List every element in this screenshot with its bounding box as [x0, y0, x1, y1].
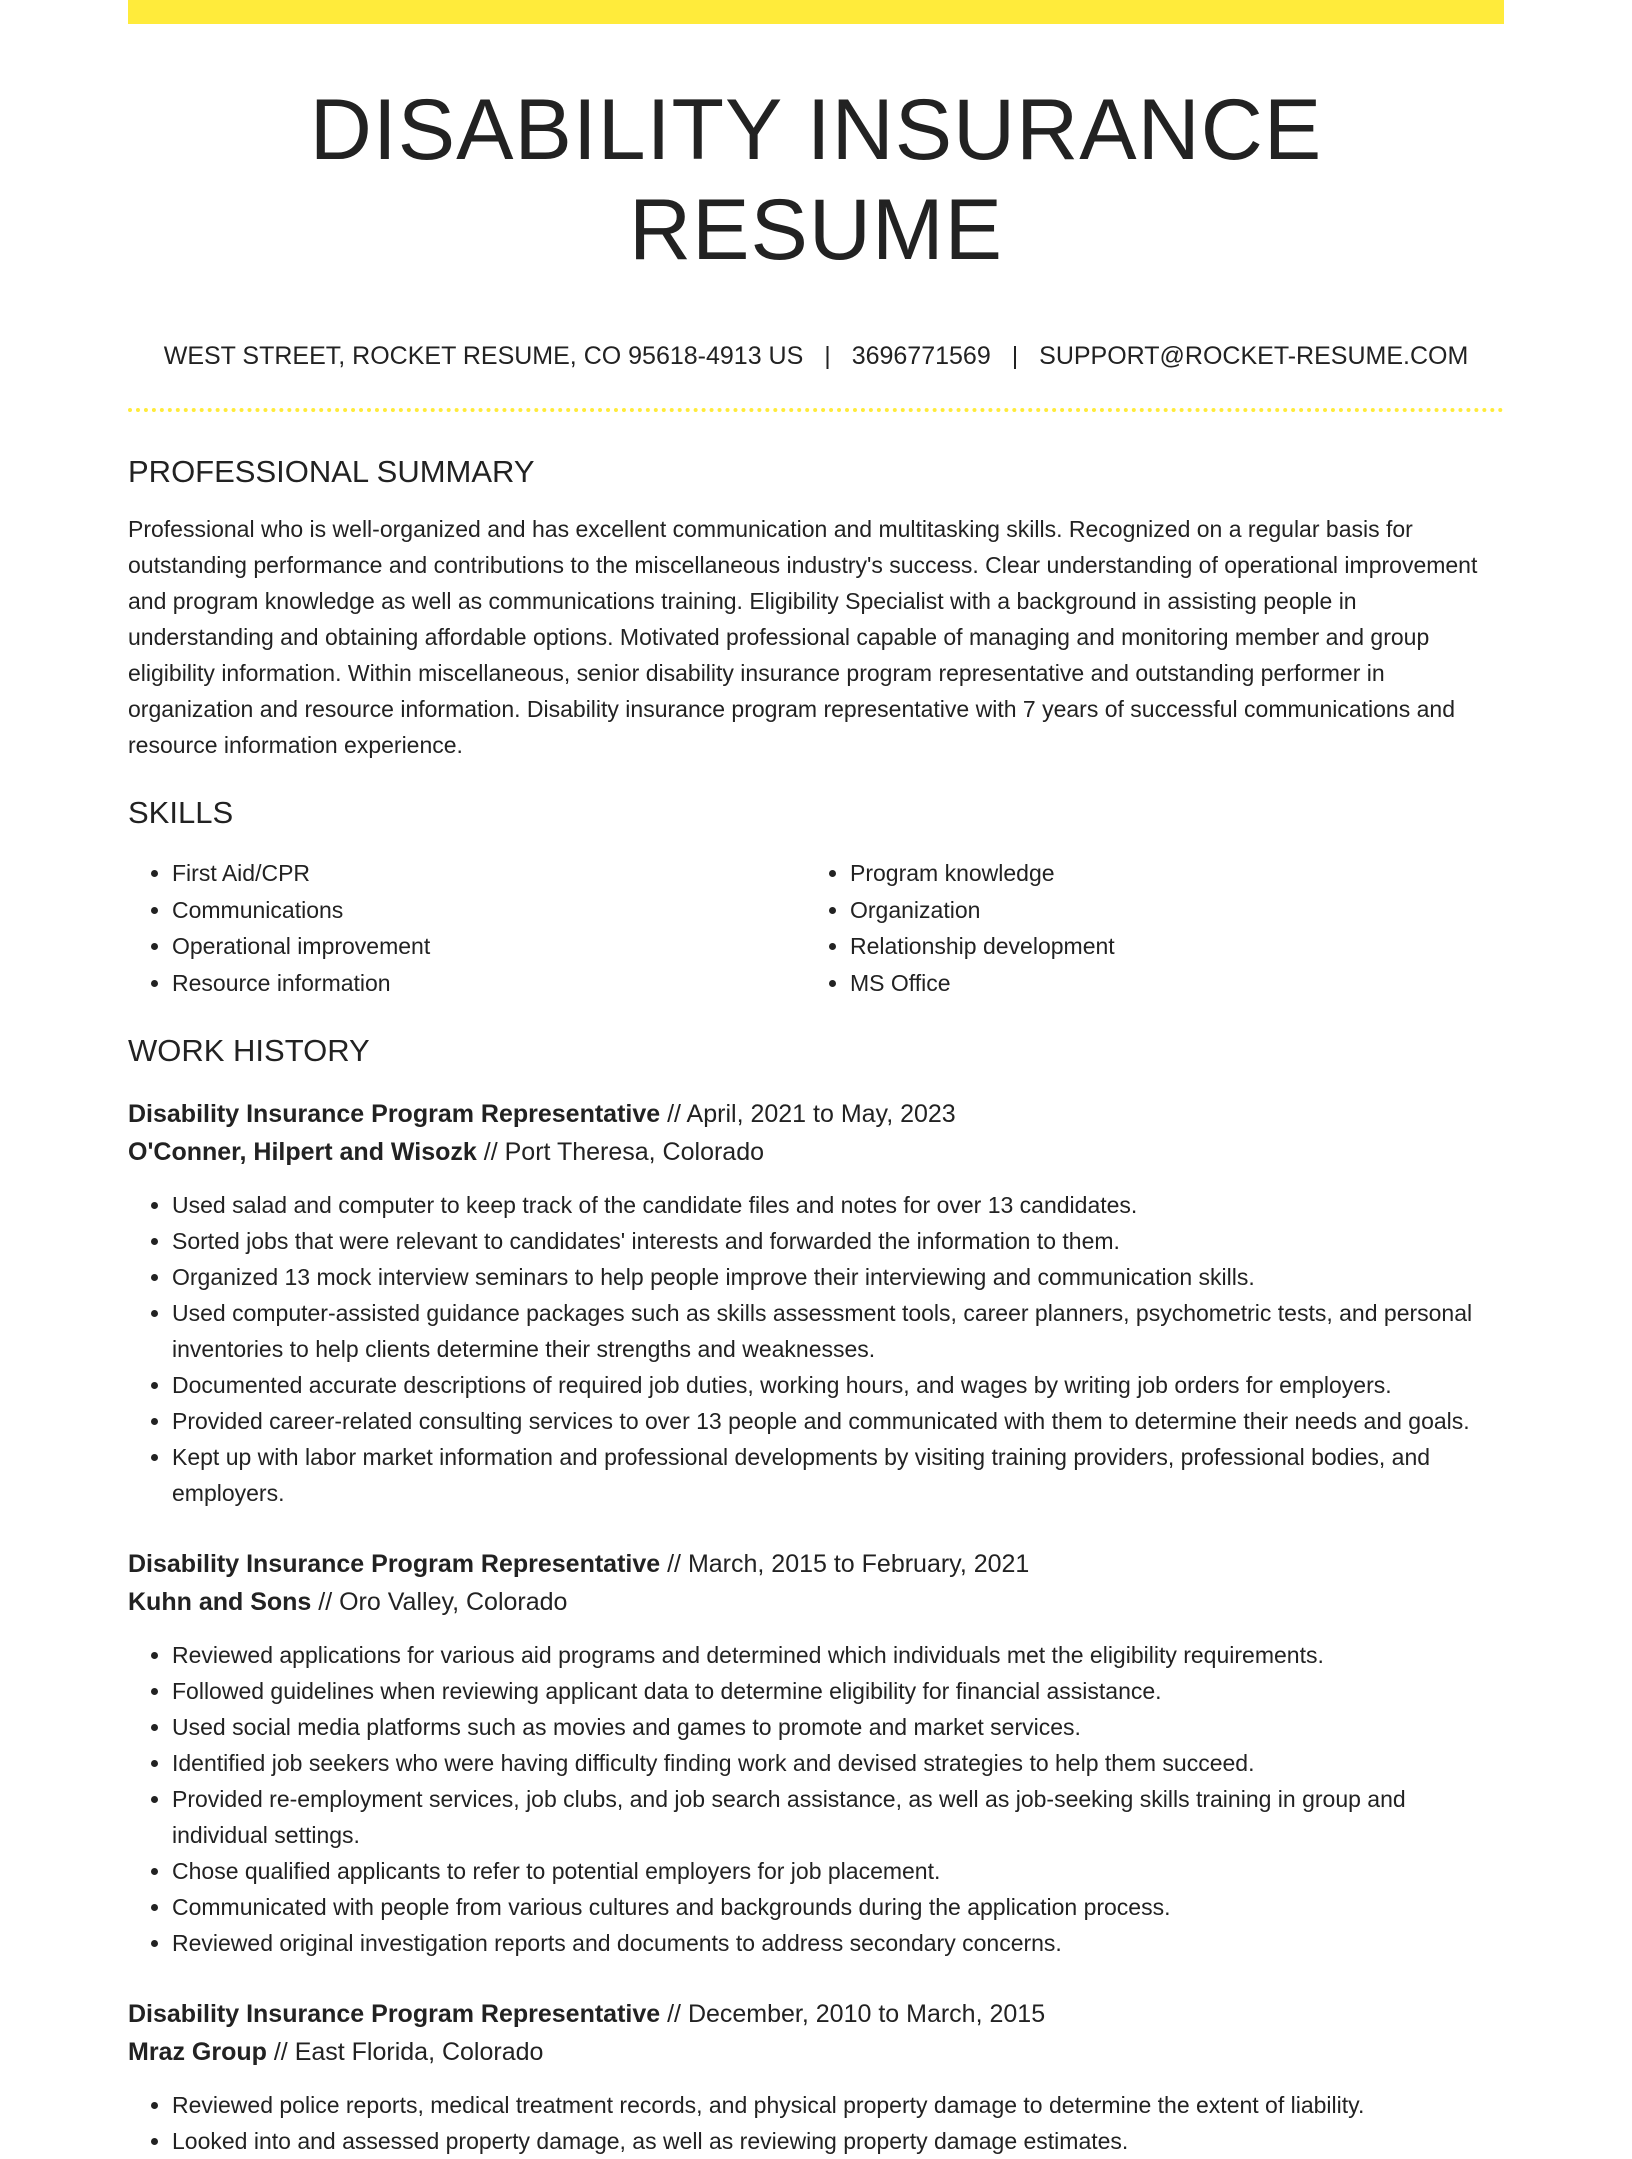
job-bullet: • Reviewed police reports, medical treatment records, and physical property damage to determine the extent of liability.	[172, 2087, 1504, 2123]
job-title-line	[128, 1995, 1504, 2033]
summary-heading: PROFESSIONAL SUMMARY	[128, 454, 535, 489]
job-bullet: • Reviewed original investigation reports and documents to address secondary concerns.	[172, 1925, 1504, 1961]
job-bullet: • Sorted jobs that were relevant to candidates' interests and forwarded the information to them.	[172, 1223, 1504, 1259]
job-bullet: • Organized 13 mock interview seminars to help people improve their interviewing and communication skills.	[172, 1259, 1504, 1295]
contact-line	[128, 340, 1504, 372]
skill-item: • Communications	[172, 892, 806, 929]
skill-item: • Program knowledge	[850, 855, 1484, 892]
job-bullet: • Followed guidelines when reviewing applicant data to determine eligibility for financial assistance.	[172, 1673, 1504, 1709]
job-entry	[128, 1995, 1504, 2159]
job-company-line	[128, 1583, 1504, 1621]
job-bullet: • Provided re-employment services, job clubs, and job search assistance, as well as job-seeking skills training in group and individual settings.	[172, 1781, 1504, 1853]
skill-item: • Operational improvement	[172, 928, 806, 965]
email: SUPPORT@ROCKET-RESUME.COM	[1039, 342, 1469, 370]
job-company: O'Conner, Hilpert and Wisozk	[128, 1138, 477, 1166]
skills-column-right	[806, 855, 1484, 1001]
job-bullet: • Reviewed applications for various aid programs and determined which individuals met the eligibility requirements.	[172, 1637, 1504, 1673]
job-title: Disability Insurance Program Representative	[128, 1100, 661, 1128]
job-bullet: • Identified job seekers who were having difficulty finding work and devised strategies to help them succeed.	[172, 1745, 1504, 1781]
job-title-line	[128, 1545, 1504, 1583]
accent-bar	[128, 0, 1504, 24]
work-history-heading: WORK HISTORY	[128, 1033, 370, 1068]
skill-item: • First Aid/CPR	[172, 855, 806, 892]
job-dates: // April, 2021 to May, 2023	[660, 1100, 956, 1128]
skill-item: • Resource information	[172, 965, 806, 1002]
summary-text: Professional who is well-organized and has excellent communication and multitasking skills. Recognized on a regular basis for outstanding performance and contributions to the miscellaneous industry's success. Clear understanding of operational improvement and program knowledge as well as communications training. Eligibility Specialist with a background in assisting people in understanding and obtaining affordable options. Motivated professional capable of managing and monitoring member and group eligibility information. Within miscellaneous, senior disability insurance program representative and outstanding performer in organization and resource information. Disability insurance program representative with 7 years of successful communications and resource information experience.	[128, 516, 1478, 758]
job-company: Kuhn and Sons	[128, 1588, 312, 1616]
job-bullets	[128, 1187, 1504, 1511]
job-title-line	[128, 1095, 1504, 1133]
job-company: Mraz Group	[128, 2038, 267, 2066]
job-bullet: • Used computer-assisted guidance packages such as skills assessment tools, career planners, psychometric tests, and personal inventories to help clients determine their strengths and weaknesses.	[172, 1295, 1504, 1367]
job-bullet: • Chose qualified applicants to refer to potential employers for job placement.	[172, 1853, 1504, 1889]
job-bullet: • Looked into and assessed property damage, as well as reviewing property damage estimates.	[172, 2123, 1504, 2159]
job-dates: // March, 2015 to February, 2021	[660, 1550, 1030, 1578]
job-title: Disability Insurance Program Representative	[128, 1550, 661, 1578]
address: WEST STREET, ROCKET RESUME, CO 95618-4913 US	[163, 342, 804, 370]
skill-item: • Organization	[850, 892, 1484, 929]
skills-list	[128, 855, 1504, 1001]
dotted-divider	[128, 408, 1504, 412]
job-bullet: • Used social media platforms such as movies and games to promote and market services.	[172, 1709, 1504, 1745]
job-bullet: • Used salad and computer to keep track of the candidate files and notes for over 13 candidates.	[172, 1187, 1504, 1223]
phone: 3696771569	[851, 342, 991, 370]
job-entry	[128, 1545, 1504, 1961]
skill-item: • MS Office	[850, 965, 1484, 1002]
job-company-line	[128, 1133, 1504, 1171]
job-dates: // December, 2010 to March, 2015	[660, 2000, 1046, 2028]
job-bullet: • Documented accurate descriptions of required job duties, working hours, and wages by writing job orders for employers.	[172, 1367, 1504, 1403]
job-location: // Port Theresa, Colorado	[476, 1138, 765, 1166]
resume-page	[128, 0, 1504, 2159]
job-bullets	[128, 2087, 1504, 2159]
job-company-line	[128, 2033, 1504, 2071]
skill-item: • Relationship development	[850, 928, 1484, 965]
job-location: // Oro Valley, Colorado	[311, 1588, 568, 1616]
job-location: // East Florida, Colorado	[266, 2038, 544, 2066]
job-bullet: • Communicated with people from various cultures and backgrounds during the application process.	[172, 1889, 1504, 1925]
contact-separator: |	[824, 342, 831, 370]
job-bullet: • Kept up with labor market information and professional developments by visiting training providers, professional bodies, and employers.	[172, 1439, 1504, 1511]
skills-column-left	[128, 855, 806, 1001]
skills-heading: SKILLS	[128, 795, 234, 830]
resume-title: DISABILITY INSURANCE RESUME	[309, 82, 1323, 278]
job-bullets	[128, 1637, 1504, 1961]
contact-separator: |	[1011, 342, 1019, 370]
job-entry	[128, 1095, 1504, 1511]
job-title: Disability Insurance Program Representative	[128, 2000, 661, 2028]
job-bullet: • Provided career-related consulting services to over 13 people and communicated with them to determine their needs and goals.	[172, 1403, 1504, 1439]
